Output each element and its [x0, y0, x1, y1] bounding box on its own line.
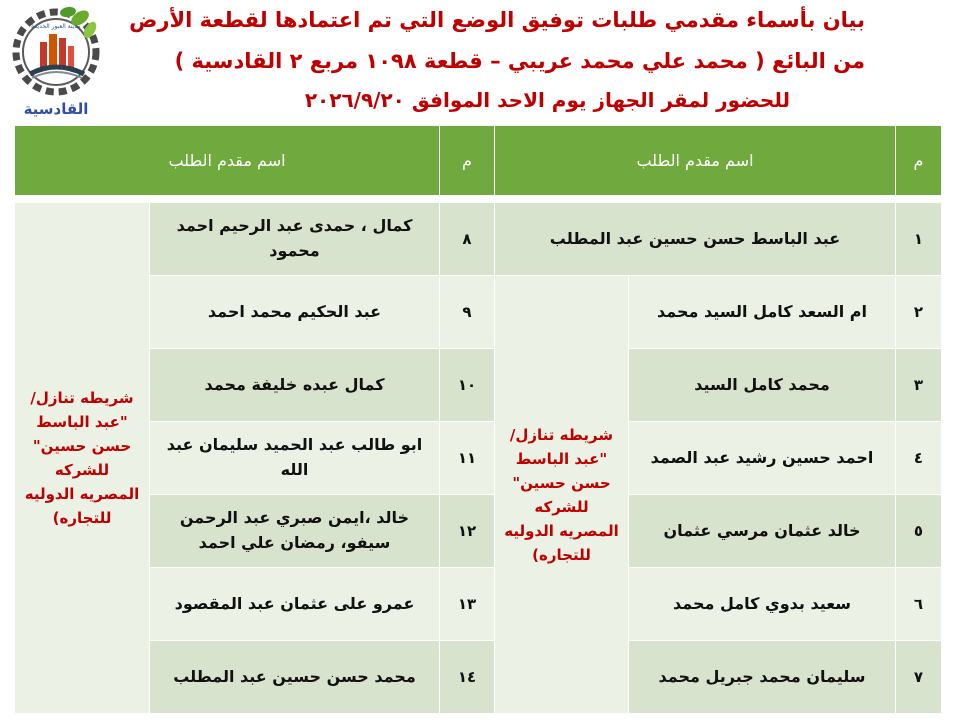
transfer-note-left: شريطه تنازل/ "عبد الباسط حسن حسين" للشركه المصريه الدوليه للتجاره)	[15, 203, 150, 714]
logo-caption: القادسية	[23, 100, 89, 118]
col-header-name-right: اسم مقدم الطلب	[495, 126, 896, 196]
col-header-num-left: م	[440, 126, 495, 196]
row-num: ٨	[440, 203, 495, 276]
table-row	[15, 422, 942, 495]
col-header-name-left: اسم مقدم الطلب	[15, 126, 440, 196]
applicant-name: عمرو على عثمان عبد المقصود	[150, 568, 440, 641]
table-row	[15, 276, 942, 349]
applicant-name: عبد الحكيم محمد احمد	[150, 276, 440, 349]
row-num: ١٢	[440, 495, 495, 568]
applicant-name: احمد حسين رشيد عبد الصمد	[629, 422, 896, 495]
table-row	[15, 641, 942, 714]
applicants-table	[14, 125, 942, 714]
applicant-name: محمد حسن حسين عبد المطلب	[150, 641, 440, 714]
row-num: ١١	[440, 422, 495, 495]
applicant-name: سعيد بدوي كامل محمد	[629, 568, 896, 641]
row-num: ١	[896, 203, 942, 276]
title-line-2: من البائع ( محمد علي محمد عريبي – قطعة ١٠٩٨ مربع ٢ القادسية )	[174, 49, 865, 73]
applicant-name: خالد عثمان مرسي عثمان	[629, 495, 896, 568]
page-header	[0, 0, 960, 122]
applicant-name: ام السعد كامل السيد محمد	[629, 276, 896, 349]
table-header-row	[15, 126, 942, 196]
row-num: ١٠	[440, 349, 495, 422]
applicant-name: سليمان محمد جبريل محمد	[629, 641, 896, 714]
table-row	[15, 203, 942, 276]
row-num: ٢	[896, 276, 942, 349]
title-line-1: بيان بأسماء مقدمي طلبات توفيق الوضع التي تم اعتمادها لقطعة الأرض	[129, 8, 865, 32]
row-num: ٦	[896, 568, 942, 641]
row-num: ٧	[896, 641, 942, 714]
applicant-name: كمال عبده خليفة محمد	[150, 349, 440, 422]
table-row	[15, 568, 942, 641]
row-num: ٣	[896, 349, 942, 422]
applicant-name: ابو طالب عبد الحميد سليمان عبد الله	[150, 422, 440, 495]
applicant-name: كمال ، حمدى عبد الرحيم احمد محمود	[150, 203, 440, 276]
applicant-name: عبد الباسط حسن حسين عبد المطلب	[495, 203, 896, 276]
row-num: ١٣	[440, 568, 495, 641]
title-line-3: للحضور لمقر الجهاز يوم الاحد الموافق ٢٠٢٦/٩/٢٠	[304, 88, 790, 112]
row-num: ١٤	[440, 641, 495, 714]
applicant-name: خالد ،ايمن صبري عبد الرحمن سيفو، رمضان علي احمد	[150, 495, 440, 568]
logo-emblem-icon	[10, 4, 102, 100]
row-num: ٥	[896, 495, 942, 568]
table-row	[15, 349, 942, 422]
table-row	[15, 495, 942, 568]
col-header-num-right: م	[896, 126, 942, 196]
logo-arc-text: مدينة العبور الجديدة	[31, 23, 81, 30]
row-num: ٤	[896, 422, 942, 495]
applicant-name: محمد كامل السيد	[629, 349, 896, 422]
row-num: ٩	[440, 276, 495, 349]
transfer-note-right: شريطه تنازل/ "عبد الباسط حسن حسين" للشركه المصريه الدوليه للتجاره)	[495, 276, 629, 714]
city-logo	[10, 4, 102, 122]
